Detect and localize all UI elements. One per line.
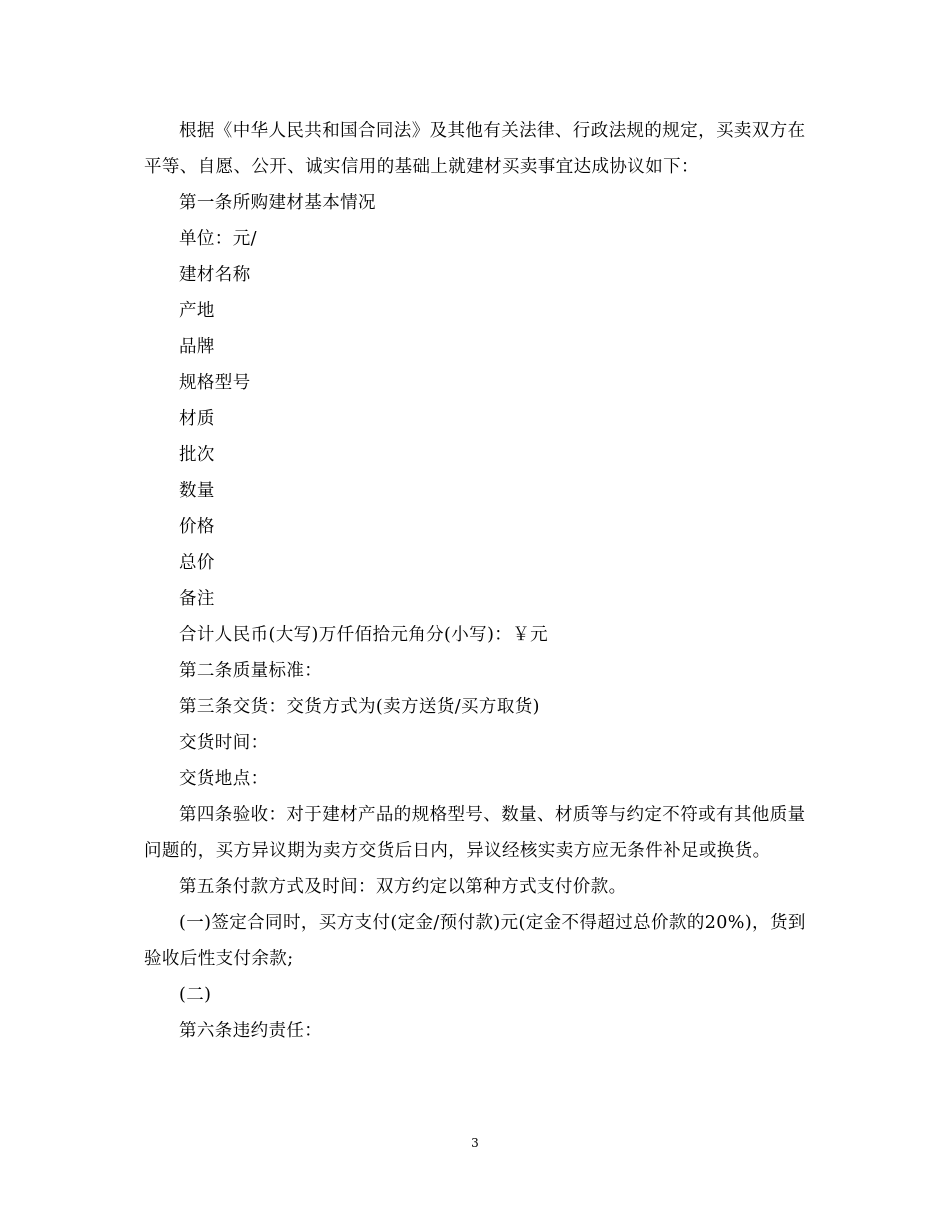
field-batch: 批次 — [179, 445, 215, 465]
intro-paragraph: 根据《中华人民共和国合同法》及其他有关法律、行政法规的规定，买卖双方在平等、自愿、公开、诚实信用的基础上就建材买卖事宜达成协议如下： — [144, 121, 806, 177]
field-quantity: 数量 — [179, 481, 215, 501]
article-2-quality: 第二条质量标准： — [179, 661, 323, 681]
unit-line: 单位：元/ — [179, 229, 257, 249]
field-material-name: 建材名称 — [179, 265, 251, 285]
page-number: 3 — [471, 1136, 479, 1150]
article-4-acceptance: 第四条验收：对于建材产品的规格型号、数量、材质等与约定不符或有其他质量问题的，买方异议期为卖方交货后日内，异议经核实卖方应无条件补足或换货。 — [144, 805, 806, 861]
article-6-liability: 第六条违约责任： — [179, 1021, 323, 1041]
field-total-price: 总价 — [179, 553, 215, 573]
field-brand: 品牌 — [179, 337, 215, 357]
article-5-payment: 第五条付款方式及时间：双方约定以第种方式支付价款。 — [179, 877, 627, 897]
field-spec-model: 规格型号 — [179, 373, 251, 393]
field-material: 材质 — [179, 409, 215, 429]
field-remarks: 备注 — [179, 589, 215, 609]
delivery-location: 交货地点： — [179, 769, 269, 789]
delivery-time: 交货时间： — [179, 733, 269, 753]
article-3-delivery: 第三条交货：交货方式为(卖方送货/买方取货) — [179, 697, 540, 717]
total-amount-line: 合计人民币(大写)万仟佰拾元角分(小写)：￥元 — [179, 625, 549, 645]
field-price: 价格 — [179, 517, 215, 537]
payment-option-2: (二) — [179, 985, 212, 1005]
document-body — [144, 113, 810, 1049]
payment-option-1: (一)签定合同时，买方支付(定金/预付款)元(定金不得超过总价款的20%)，货到验收后性支付余款; — [144, 913, 806, 969]
article-1-heading: 第一条所购建材基本情况 — [179, 193, 376, 213]
field-origin: 产地 — [179, 301, 215, 321]
